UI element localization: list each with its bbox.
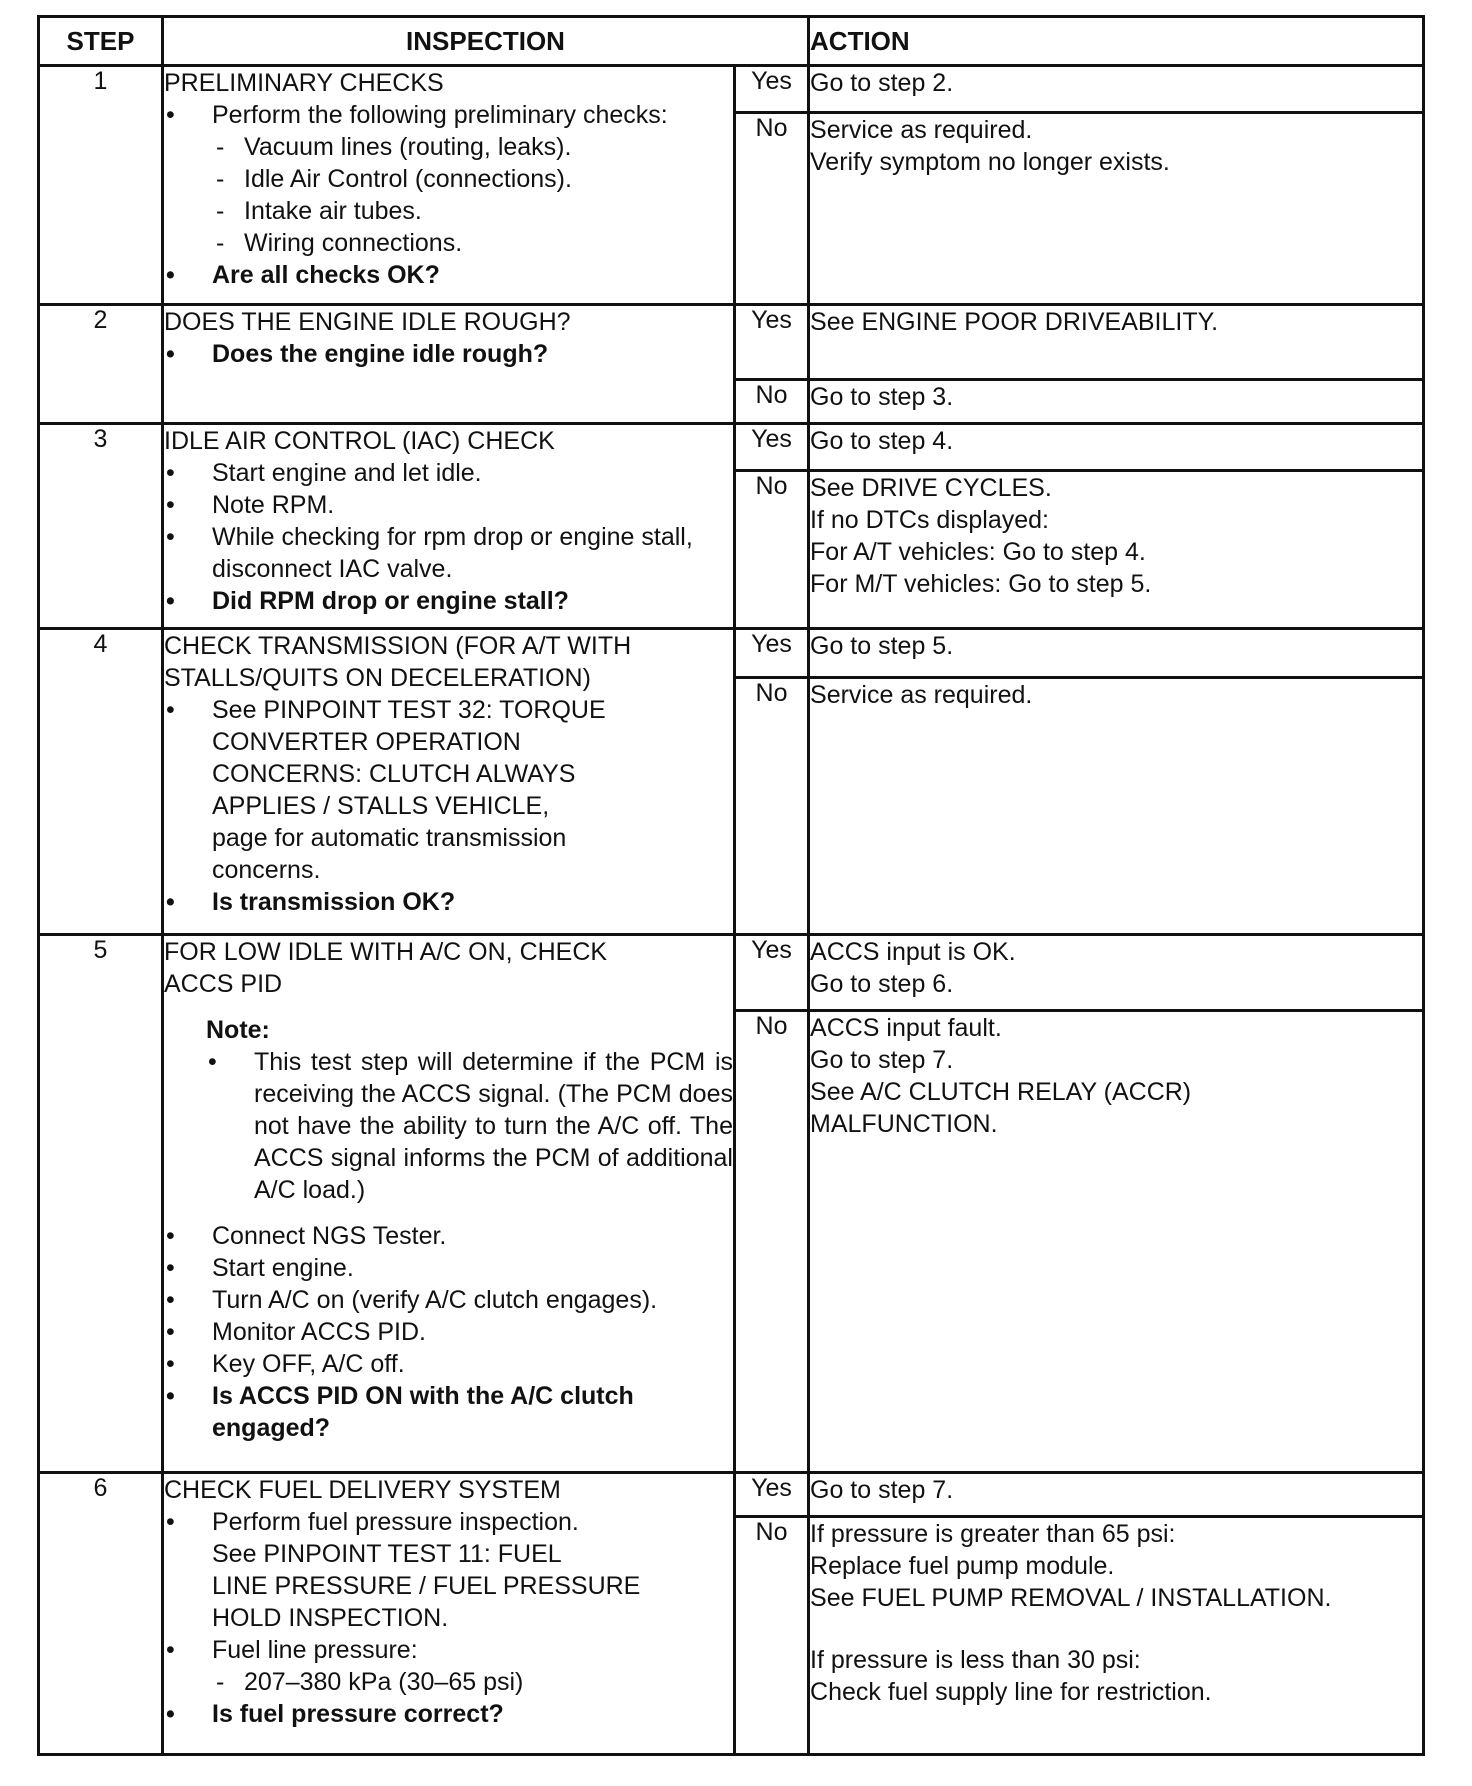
action-line: Service as required. [810, 115, 1033, 144]
bullet-item: • Start engine and let idle. [164, 457, 733, 489]
header-inspection: INSPECTION [163, 17, 809, 66]
action-line: If pressure is less than 30 psi: [810, 1646, 1141, 1675]
step-number: 6 [39, 1473, 163, 1755]
step-title: PRELIMINARY CHECKS [164, 69, 444, 97]
step-3-inspection [163, 424, 735, 629]
step-2-inspection [163, 304, 735, 424]
yes-action [809, 629, 1424, 678]
no-action [809, 380, 1424, 424]
bullet-item: • Turn A/C on (verify A/C clutch engages). [164, 1284, 733, 1316]
step-title: CHECK FUEL DELIVERY SYSTEM [164, 1476, 561, 1505]
step-1-inspection [163, 66, 735, 305]
diagnostic-table-sheet [37, 15, 1422, 1756]
step-question: • Is transmission OK? [164, 886, 733, 918]
step-2-yes-row [39, 304, 1424, 380]
action-line: MALFUNCTION. [810, 1109, 998, 1138]
action-line: See ENGINE POOR DRIVEABILITY. [810, 307, 1219, 336]
step-number: 2 [39, 304, 163, 424]
bullet-item: • While checking for rpm drop or engine stall, disconnect IAC valve. [164, 521, 733, 585]
yes-label: Yes [735, 304, 809, 380]
step-5-inspection [163, 935, 735, 1473]
action-line: Go to step 3. [810, 383, 954, 412]
step-3-yes-row [39, 424, 1424, 471]
yes-label: Yes [735, 1473, 809, 1517]
action-line: If pressure is greater than 65 psi: [810, 1520, 1176, 1549]
action-line: Replace fuel pump module. [810, 1552, 1115, 1581]
no-action [809, 1517, 1424, 1755]
action-line: See DRIVE CYCLES. [810, 474, 1052, 503]
spacer [810, 1614, 1422, 1644]
yes-action [809, 935, 1424, 1011]
header-action: ACTION [809, 17, 1424, 66]
step-title: DOES THE ENGINE IDLE ROUGH? [164, 307, 571, 336]
no-label: No [735, 380, 809, 424]
header-row [39, 17, 1424, 66]
action-line: Go to step 5. [810, 632, 954, 661]
bullet-line: See PINPOINT TEST 11: FUEL [212, 1540, 562, 1569]
action-line: Go to step 4. [810, 427, 954, 456]
action-line: See FUEL PUMP REMOVAL / INSTALLATION. [810, 1584, 1332, 1613]
bullet-line: CONCERNS: CLUTCH ALWAYS [212, 760, 576, 789]
step-5-yes-row [39, 935, 1424, 1011]
dash-item: - Vacuum lines (routing, leaks). [164, 131, 733, 163]
step-question: • Did RPM drop or engine stall? [164, 585, 733, 617]
yes-action [809, 424, 1424, 471]
action-line: If no DTCs displayed: [810, 506, 1050, 535]
bullet-line: HOLD INSPECTION. [212, 1604, 449, 1633]
step-6-yes-row [39, 1473, 1424, 1517]
step-question: • Is fuel pressure correct? [164, 1698, 733, 1730]
bullet-line: concerns. [212, 856, 321, 885]
action-line: Check fuel supply line for restriction. [810, 1678, 1212, 1707]
action-line: Go to step 7. [810, 1045, 954, 1074]
action-line: See A/C CLUTCH RELAY (ACCR) [810, 1077, 1192, 1106]
note-label: Note: [206, 1016, 270, 1045]
note-text: • This test step will determine if the PCM is receiving the ACCS signal. (The PCM does not have the ability to turn the A/C off. The ACCS signal informs the PCM of additional A/C load.) [164, 1046, 733, 1206]
no-action [809, 112, 1424, 304]
action-line: ACCS input fault. [810, 1013, 1002, 1042]
bullet-item: • Start engine. [164, 1252, 733, 1284]
yes-label: Yes [735, 935, 809, 1011]
bullet-item [164, 694, 733, 886]
no-label: No [735, 1010, 809, 1472]
action-line: Verify symptom no longer exists. [810, 147, 1170, 176]
no-label: No [735, 677, 809, 934]
header-step: STEP [39, 17, 163, 66]
step-title: IDLE AIR CONTROL (IAC) CHECK [164, 427, 555, 456]
yes-label: Yes [735, 66, 809, 113]
yes-action [809, 1473, 1424, 1517]
step-number: 4 [39, 629, 163, 935]
no-action [809, 677, 1424, 934]
step-question: • Is ACCS PID ON with the A/C clutch engaged? [164, 1380, 733, 1444]
action-line: ACCS input is OK. [810, 938, 1016, 967]
step-title: CHECK TRANSMISSION (FOR A/T WITH [164, 632, 632, 661]
step-1-yes-row [39, 66, 1424, 113]
no-label: No [735, 471, 809, 629]
action-line: Service as required. [810, 680, 1033, 709]
bullet-item: • Note RPM. [164, 489, 733, 521]
bullet-line: • See PINPOINT TEST 32: TORQUE [212, 696, 606, 725]
step-question: • Are all checks OK? [164, 259, 733, 291]
dash-item: - 207–380 kPa (30–65 psi) [164, 1666, 733, 1698]
bullet-line: APPLIES / STALLS VEHICLE, [212, 792, 550, 821]
yes-action [809, 66, 1424, 113]
yes-label: Yes [735, 424, 809, 471]
action-line: Go to step 7. [810, 1476, 954, 1505]
bullet-item: • Connect NGS Tester. [164, 1220, 733, 1252]
bullet-item: • Monitor ACCS PID. [164, 1316, 733, 1348]
no-action [809, 1010, 1424, 1472]
step-number: 3 [39, 424, 163, 629]
step-title: ACCS PID [164, 970, 283, 999]
step-6-inspection [163, 1473, 735, 1755]
dash-item: - Idle Air Control (connections). [164, 163, 733, 195]
action-line: For M/T vehicles: Go to step 5. [810, 570, 1152, 599]
bullet-line: page for automatic transmission [212, 824, 567, 853]
bullet-line: • Perform fuel pressure inspection. [212, 1508, 579, 1537]
bullet-item: • Perform the following preliminary checks: [164, 99, 733, 131]
step-number: 5 [39, 935, 163, 1473]
dash-item: - Intake air tubes. [164, 195, 733, 227]
action-line: Go to step 6. [810, 970, 954, 999]
step-number: 1 [39, 66, 163, 305]
bullet-line: LINE PRESSURE / FUEL PRESSURE [212, 1572, 641, 1601]
step-title: STALLS/QUITS ON DECELERATION) [164, 664, 591, 693]
step-4-inspection [163, 629, 735, 935]
bullet-item: • Fuel line pressure: [164, 1634, 733, 1666]
action-line: Go to step 2. [810, 69, 954, 97]
step-4-yes-row [39, 629, 1424, 678]
step-question: • Does the engine idle rough? [164, 338, 733, 370]
no-label: No [735, 112, 809, 304]
no-action [809, 471, 1424, 629]
dash-item: - Wiring connections. [164, 227, 733, 259]
step-title: FOR LOW IDLE WITH A/C ON, CHECK [164, 938, 608, 967]
diagnostic-table [37, 15, 1425, 1756]
action-line: For A/T vehicles: Go to step 4. [810, 538, 1146, 567]
bullet-item: • Key OFF, A/C off. [164, 1348, 733, 1380]
bullet-line: CONVERTER OPERATION [212, 728, 521, 757]
no-label: No [735, 1517, 809, 1755]
bullet-item [164, 1506, 733, 1634]
yes-action [809, 304, 1424, 380]
yes-label: Yes [735, 629, 809, 678]
